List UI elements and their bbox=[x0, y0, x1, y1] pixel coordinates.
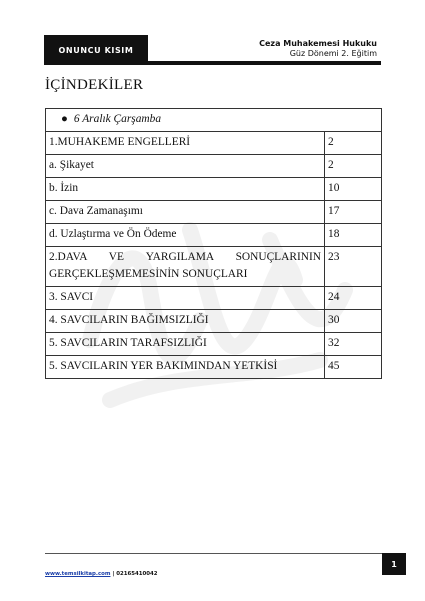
toc-entry-page: 32 bbox=[325, 333, 382, 356]
toc-row[interactable] bbox=[46, 201, 382, 224]
toc-row[interactable] bbox=[46, 224, 382, 247]
toc-entry-page: 23 bbox=[325, 247, 382, 287]
toc-date-row bbox=[46, 109, 382, 132]
toc-entry-page: 30 bbox=[325, 310, 382, 333]
toc-row[interactable] bbox=[46, 287, 382, 310]
footer-contact bbox=[45, 571, 157, 577]
toc-row[interactable] bbox=[46, 333, 382, 356]
toc-table bbox=[45, 108, 382, 379]
toc-entry-title[interactable]: 3. SAVCI bbox=[46, 287, 325, 310]
toc-entry-title-line: GERÇEKLEŞMEMESİNİN SONUÇLARI bbox=[49, 268, 248, 280]
toc-date-cell bbox=[46, 109, 382, 132]
toc-row[interactable] bbox=[46, 155, 382, 178]
toc-row[interactable] bbox=[46, 247, 382, 287]
section-label: ONUNCU KISIM bbox=[44, 35, 148, 65]
toc-row[interactable] bbox=[46, 178, 382, 201]
toc-entry-title[interactable]: d. Uzlaştırma ve Ön Ödeme bbox=[46, 224, 325, 247]
toc-entry-title-line: 2.DAVA VE YARGILAMA SONUÇLARININ bbox=[49, 251, 321, 263]
toc-date: 6 Aralık Çarşamba bbox=[73, 113, 162, 125]
course-header bbox=[259, 39, 377, 59]
toc-row[interactable] bbox=[46, 310, 382, 333]
toc-entry-title[interactable]: c. Dava Zamanaşımı bbox=[46, 201, 325, 224]
toc-entry-page: 24 bbox=[325, 287, 382, 310]
course-subtitle: Güz Dönemi 2. Eğitim bbox=[289, 49, 377, 58]
toc-heading: İÇİNDEKİLER bbox=[45, 77, 144, 93]
toc-entry-page: 18 bbox=[325, 224, 382, 247]
footer-separator: | bbox=[110, 571, 117, 577]
footer-rule bbox=[45, 553, 382, 554]
toc-row[interactable] bbox=[46, 356, 382, 379]
toc-row[interactable] bbox=[46, 132, 382, 155]
toc-entry-title[interactable]: b. İzin bbox=[46, 178, 325, 201]
toc-entry-title[interactable]: 1.MUHAKEME ENGELLERİ bbox=[46, 132, 325, 155]
footer-url-link[interactable]: www.temsilkitap.com bbox=[45, 571, 111, 577]
page-number: 1 bbox=[382, 553, 406, 575]
toc-entry-title[interactable] bbox=[46, 247, 325, 287]
toc-entry-title[interactable]: a. Şikayet bbox=[46, 155, 325, 178]
course-title: Ceza Muhakemesi Hukuku bbox=[259, 39, 377, 48]
toc-entry-page: 10 bbox=[325, 178, 382, 201]
toc-entry-page: 45 bbox=[325, 356, 382, 379]
toc-entry-page: 2 bbox=[325, 155, 382, 178]
toc-entry-page: 17 bbox=[325, 201, 382, 224]
bullet-icon: ● bbox=[61, 113, 68, 125]
toc-entry-title[interactable]: 5. SAVCILARIN YER BAKIMINDAN YETKİSİ bbox=[46, 356, 325, 379]
footer-phone: 02165410042 bbox=[116, 571, 158, 577]
toc-entry-title[interactable]: 4. SAVCILARIN BAĞIMSIZLIĞI bbox=[46, 310, 325, 333]
toc-entry-title[interactable]: 5. SAVCILARIN TARAFSIZLIĞI bbox=[46, 333, 325, 356]
toc-entry-page: 2 bbox=[325, 132, 382, 155]
header-rule bbox=[148, 61, 381, 65]
